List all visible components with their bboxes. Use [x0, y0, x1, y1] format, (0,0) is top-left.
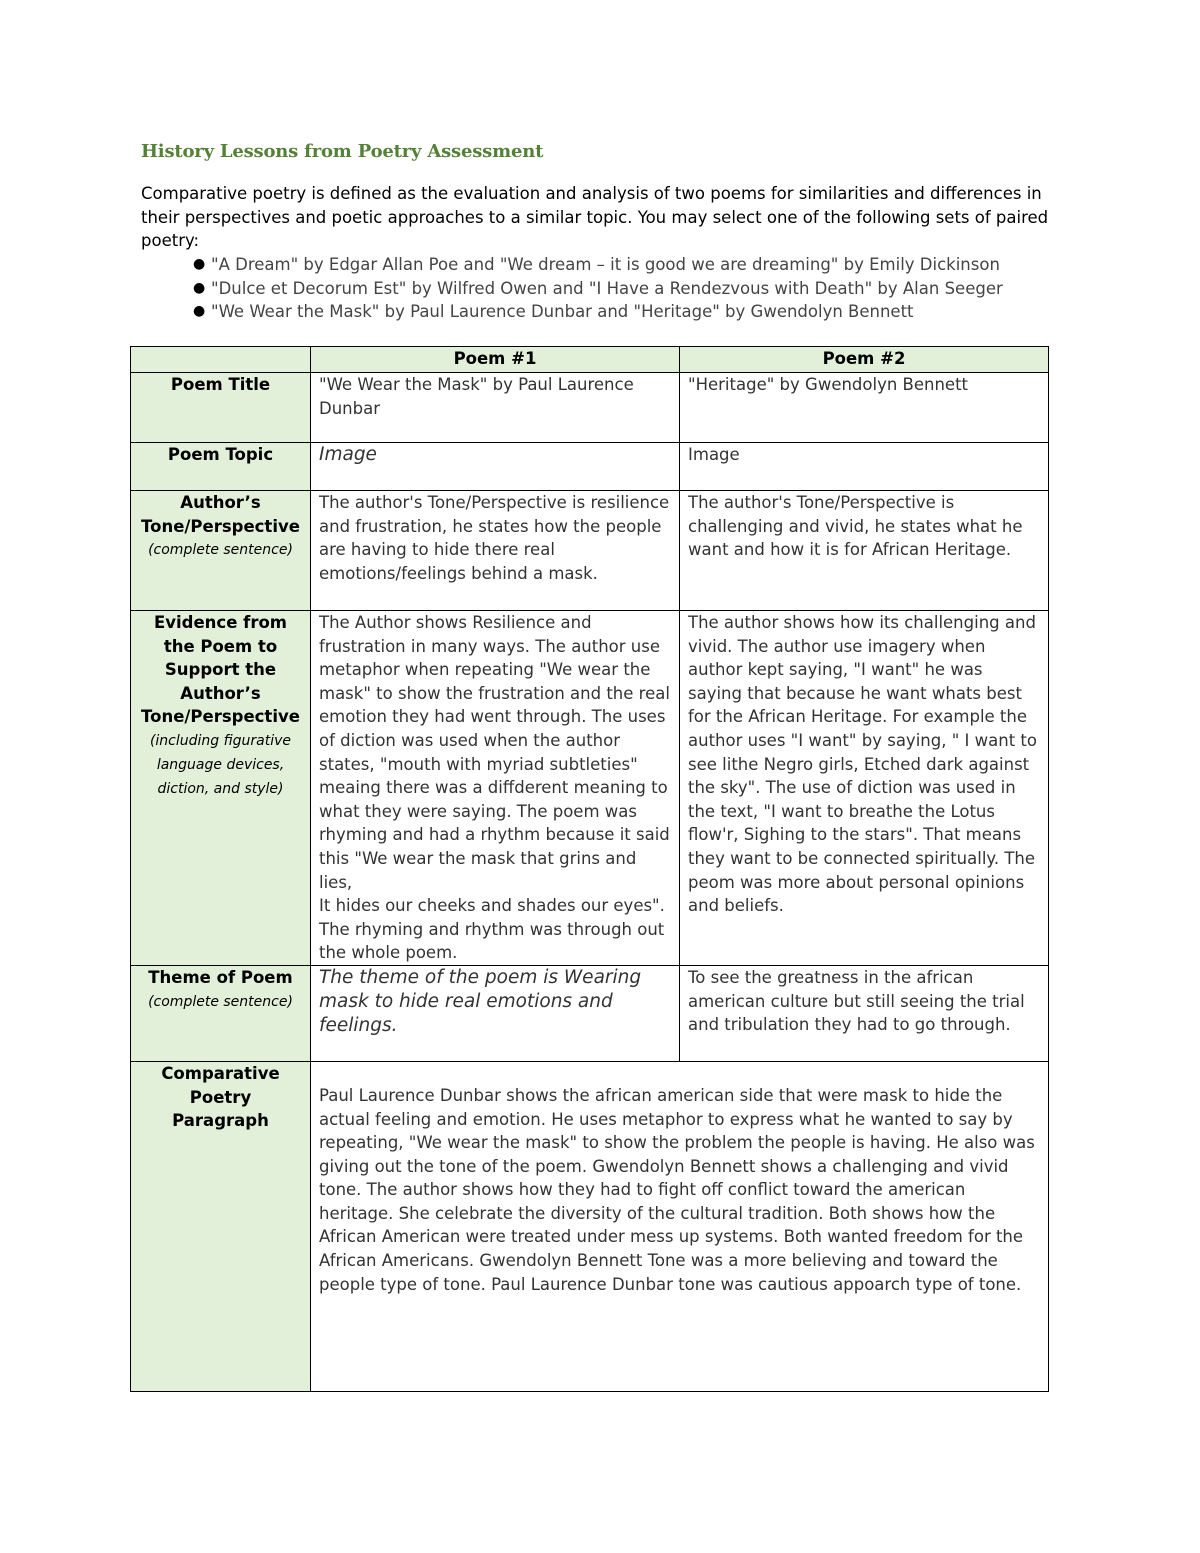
poem1-evidence-cell — [311, 611, 680, 966]
theme-label-note: (complete sentence) — [148, 993, 293, 1010]
header-blank-cell — [131, 347, 311, 373]
list-item — [190, 253, 1070, 277]
page-title: History Lessons from Poetry Assessment — [141, 141, 544, 162]
table-row — [131, 965, 1049, 1061]
bullet-icon: ● — [193, 303, 206, 320]
comparative-paragraph-cell: Paul Laurence Dunbar shows the african american side that were mask to hide the actual feeling and emotion. He uses metaphor to express what he wanted to say by repeating, "We wear the mask" to show the problem the people is having. He also was giving out the tone of the poem. Gwendolyn Bennett shows a challenging and vivid tone. The author shows how they had to fight off conflict toward the american heritage. She celebrate the diversity of the cultural tradition. Both shows how the African American were treated under mess up systems. Both wanted freedom for the African Americans. Gwendolyn Bennett Tone was a more believing and toward the people type of tone. Paul Laurence Dunbar tone was cautious appoarch type of tone. — [311, 1061, 1049, 1391]
poem2-topic-cell: Image — [680, 443, 1049, 491]
list-item — [190, 277, 1070, 301]
row-label-topic: Poem Topic — [131, 443, 311, 491]
table-header-row — [131, 347, 1049, 373]
comparison-table — [130, 346, 1049, 1392]
option-text: "Dulce et Decorum Est" by Wilfred Owen and "I Have a Rendezvous with Death" by Alan Seeger — [211, 278, 1003, 298]
option-text: "A Dream" by Edgar Allan Poe and "We dream – it is good we are dreaming" by Emily Dickinson — [211, 255, 1000, 274]
row-label-title: Poem Title — [131, 373, 311, 443]
table-row — [131, 373, 1049, 443]
bullet-icon: ● — [193, 256, 206, 272]
poem2-title-cell: "Heritage" by Gwendolyn Bennett — [680, 373, 1049, 443]
evidence-label-note: (including figurative language devices, diction, and style) — [149, 732, 292, 797]
table-row — [131, 611, 1049, 966]
tone-label-text: Author’s Tone/Perspective — [141, 493, 300, 536]
row-label-paragraph: Comparative Poetry Paragraph — [131, 1061, 311, 1391]
poem2-evidence-cell: The author shows how its challenging and vivid. The author use imagery when author kept saying, "I want" he was saying that because he want whats best for the African Heritage. For example the author uses "I want" by saying, " I want to see lithe Negro girls, Etched dark against the sky". The use of diction was used in the text, "I want to breathe the Lotus flow'r, Sighing to the stars". That means they want to be connected spiritually. The peom was more about personal opinions and beliefs. — [680, 611, 1049, 966]
row-label-tone — [131, 491, 311, 611]
table-row — [131, 443, 1049, 491]
poem1-tone-cell: The author's Tone/Perspective is resilience and frustration, he states how the people are having to hide there real emotions/feelings behind a mask. — [311, 491, 680, 611]
header-poem1: Poem #1 — [311, 347, 680, 373]
list-item — [190, 300, 1070, 324]
header-poem2: Poem #2 — [680, 347, 1049, 373]
poem1-topic-cell: Image — [311, 443, 680, 491]
poem1-title-cell: "We Wear the Mask" by Paul Laurence Dunbar — [311, 373, 680, 443]
tone-label-note: (complete sentence) — [148, 542, 293, 559]
bullet-icon: ● — [193, 279, 206, 296]
theme-label-text: Theme of Poem — [148, 967, 293, 987]
poem1-evidence-text-cont: It hides our cheeks and shades our eyes". The rhyming and rhythm was through out the whole poem. — [319, 896, 665, 963]
option-text: "We Wear the Mask" by Paul Laurence Dunbar and "Heritage" by Gwendolyn Bennett — [211, 302, 914, 322]
evidence-label-text: Evidence from the Poem to Support the Author’s Tone/Perspective — [141, 613, 300, 727]
row-label-theme — [131, 965, 311, 1061]
poem1-theme-cell: The theme of the poem is Wearing mask to hide real emotions and feelings. — [311, 965, 680, 1061]
poem1-evidence-text: The Author shows Resilience and frustration in many ways. The author use metaphor when repeating "We wear the mask" to show the frustration and the real emotion they had went through. The uses of diction was used when the author states, "mouth with myriad subtleties" meaing there was a diffderent meaning to what they were saying. The poem was rhyming and had a rhythm because it said this "We wear the mask that grins and lies, — [319, 613, 670, 892]
table-row — [131, 491, 1049, 611]
intro-paragraph: Comparative poetry is defined as the evaluation and analysis of two poems for similarities and differences in their perspectives and poetic approaches to a similar topic. You may select one of the following sets of paired poetry: — [141, 184, 1049, 251]
poem2-theme-cell: To see the greatness in the african american culture but still seeing the trial and tribulation they had to go through. — [680, 965, 1049, 1061]
row-label-evidence — [131, 611, 311, 966]
table-row — [131, 1061, 1049, 1391]
poem2-tone-cell: The author's Tone/Perspective is challenging and vivid, he states what he want and how it is for African Heritage. — [680, 491, 1049, 611]
poem-options-list — [190, 253, 1070, 324]
